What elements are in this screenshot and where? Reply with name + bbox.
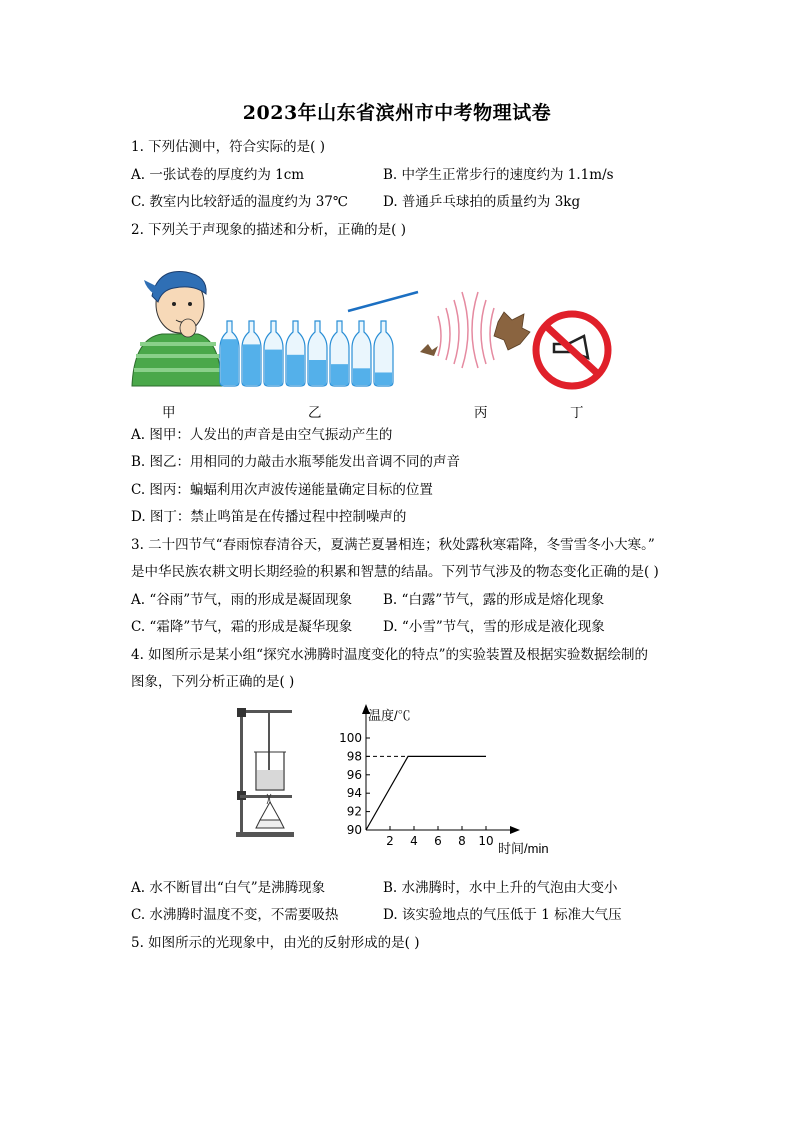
q1-option-b: B. 中学生正常步行的速度约为 1.1m/s <box>383 167 614 183</box>
q2-option-c: C. 图丙：蝙蝠利用次声波传递能量确定目标的位置 <box>131 482 433 498</box>
temperature-time-chart <box>326 700 566 858</box>
bottle-water <box>309 360 326 385</box>
bottle-water <box>243 344 260 385</box>
bottle-water <box>265 350 282 385</box>
y-tick-label: 92 <box>346 804 362 819</box>
q1-option-d: D. 普通乒乓球拍的质量约为 3kg <box>383 194 581 210</box>
y-tick-label: 90 <box>346 823 362 837</box>
y-tick-label: 100 <box>339 731 362 745</box>
q2-option-d: D. 图丁：禁止鸣笛是在传播过程中控制噪声的 <box>131 509 407 525</box>
q3-option-b: B. “白露”节气，露的形成是熔化现象 <box>383 592 605 608</box>
mallet <box>348 292 418 311</box>
q3-option-d: D. “小雪”节气，雪的形成是液化现象 <box>383 619 605 635</box>
q1-stem: 1. 下列估测中，符合实际的是( ) <box>131 139 325 155</box>
x-tick-label: 4 <box>410 834 418 848</box>
q3-stem-line1: 3. 二十四节气“春雨惊春清谷天，夏满芒夏暑相连；秋处露秋寒霜降，冬雪雪冬小大寒。” <box>131 537 655 553</box>
caption-ding: 丁 <box>570 405 584 421</box>
caption-yi: 乙 <box>308 405 322 421</box>
x-tick-label: 2 <box>386 834 394 848</box>
y-axis-label: 温度/℃ <box>368 708 411 723</box>
q4-option-b: B. 水沸腾时，水中上升的气泡由大变小 <box>383 880 618 896</box>
q3-stem-line2: 是中华民族农耕文明长期经验的积累和智慧的结晶。下列节气涉及的物态变化正确的是( ) <box>131 564 659 580</box>
x-tick-label: 10 <box>478 834 494 848</box>
q1-option-a: A. 一张试卷的厚度约为 1cm <box>131 167 305 183</box>
q3-option-c: C. “霜降”节气，霜的形成是凝华现象 <box>131 619 353 635</box>
bottle-water <box>287 355 304 385</box>
q4-option-a: A. 水不断冒出“白气”是沸腾现象 <box>131 880 326 896</box>
x-tick-label: 6 <box>434 834 442 848</box>
q5-stem: 5. 如图所示的光现象中，由光的反射形成的是( ) <box>131 935 420 951</box>
y-tick-label: 96 <box>346 767 362 782</box>
boiling-apparatus <box>234 700 298 842</box>
no-horn-sign <box>536 314 608 386</box>
q4-option-c: C. 水沸腾时温度不变，不需要吸热 <box>131 907 339 923</box>
q2-option-b: B. 图乙：用相同的力敲击水瓶琴能发出音调不同的声音 <box>131 454 461 470</box>
q4-stem-line1: 4. 如图所示是某小组“探究水沸腾时温度变化的特点”的实验装置及根据实验数据绘制的 <box>131 647 648 663</box>
y-tick-label: 98 <box>346 749 362 764</box>
bottle-water <box>375 372 392 385</box>
bottle-water <box>331 364 348 385</box>
y-tick-label: 94 <box>346 786 362 801</box>
bat-figure <box>420 292 530 368</box>
q2-option-a: A. 图甲：人发出的声音是由空气振动产生的 <box>131 427 393 443</box>
caption-bing: 丙 <box>474 405 488 421</box>
caption-jia: 甲 <box>162 405 176 421</box>
person-figure <box>132 272 222 387</box>
q2-figure <box>128 266 618 392</box>
water-bottles <box>220 321 393 386</box>
q4-option-d: D. 该实验地点的气压低于 1 标准大气压 <box>383 907 622 923</box>
q4-stem-line2: 图象，下列分析正确的是( ) <box>131 674 295 690</box>
temperature-series-line <box>366 756 486 830</box>
x-tick-label: 8 <box>458 834 466 848</box>
bottle-water <box>353 368 370 385</box>
paper-title: 2023年山东省滨州市中考物理试卷 <box>242 102 552 124</box>
q3-option-a: A. “谷雨”节气，雨的形成是凝固现象 <box>131 592 353 608</box>
x-axis-label: 时间/min <box>498 841 549 856</box>
q1-option-c: C. 教室内比较舒适的温度约为 37℃ <box>131 194 349 210</box>
q2-stem: 2. 下列关于声现象的描述和分析，正确的是( ) <box>131 222 406 238</box>
bottle-water <box>221 339 238 385</box>
